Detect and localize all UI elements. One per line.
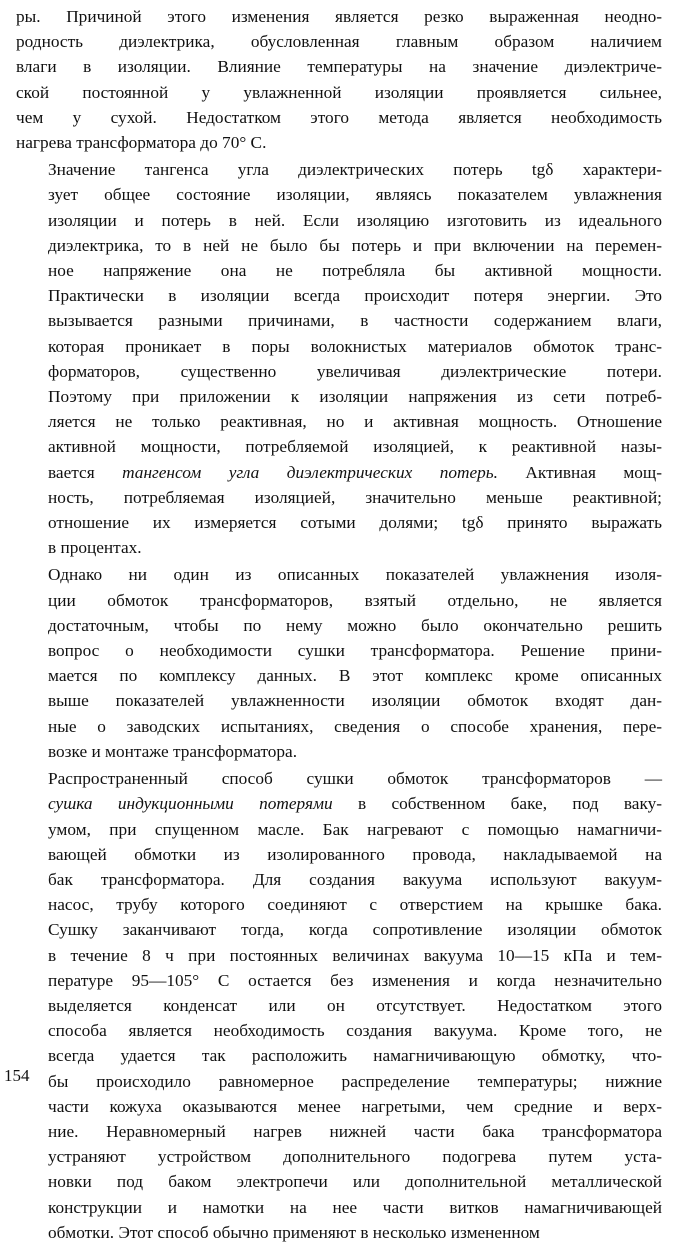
text-line: ние. Неравномерный нагрев нижней части бака трансформатора [48, 1121, 662, 1141]
text-line: нагрева трансформатора до 70° С. [16, 133, 267, 153]
italic-term: тангенсом угла диэлектрических потерь. [122, 462, 498, 482]
paragraph [16, 562, 662, 764]
text-line: диэлектрика, то в ней не было бы потерь и при включении на перемен- [48, 235, 662, 255]
text-line: ное напряжение она не потребляла бы активной мощности. [48, 261, 662, 281]
text-line: возке и монтаже трансформатора. [48, 741, 298, 761]
book-page [16, 4, 662, 1245]
text-line: отношение их измеряется сотыми долями; tgδ принято выражать [48, 513, 662, 533]
text-line: бак трансформатора. Для создания вакуума используют вакуум- [48, 869, 662, 889]
text-line: в течение 8 ч при постоянных величинах вакуума 10—15 кПа и тем- [48, 945, 662, 965]
text-line: вается тангенсом угла диэлектрических потерь. Активная мощ- [48, 462, 662, 482]
text-line: новки под баком электропечи или дополнительной металлической [48, 1172, 662, 1192]
text-line: ные о заводских испытаниях, сведения о способе хранения, пере- [48, 716, 662, 736]
text-line: чем у сухой. Недостатком этого метода является необходимость [16, 107, 662, 127]
text-line: Значение тангенса угла диэлектрических потерь tgδ характери- [48, 160, 662, 180]
paragraph [16, 157, 662, 560]
text-line: ции обмоток трансформаторов, взятый отдельно, не является [48, 590, 662, 610]
paragraph [16, 4, 662, 155]
text-line: насос, трубу которого соединяют с отверстием на крышке бака. [48, 895, 662, 915]
text-line: ры. Причиной этого изменения является резко выраженная неодно- [16, 7, 662, 26]
text-line: активной мощности, потребляемой изоляцией, к реактивной назы- [48, 437, 662, 457]
text-line: сушка индукционными потерями в собственном баке, под ваку- [48, 794, 663, 814]
text-line: вызывается разными причинами, в частности содержанием влаги, [48, 311, 662, 331]
text-line: ляется не только реактивная, но и активная мощность. Отношение [48, 412, 662, 432]
paragraph [16, 766, 662, 1245]
text-line: влаги в изоляции. Влияние температуры на значение диэлектриче- [16, 57, 662, 77]
text-line: Сушку заканчивают тогда, когда сопротивление изоляции обмоток [48, 920, 662, 940]
text-line: ность, потребляемая изоляцией, значительно меньше реактивной; [48, 487, 662, 507]
text-line: мается по комплексу данных. В этот комплекс кроме описанных [48, 666, 662, 686]
text-line: ской постоянной у увлажненной изоляции проявляется сильнее, [16, 82, 662, 102]
page-number: 154 [4, 1066, 30, 1085]
text-line: вопрос о необходимости сушки трансформатора. Решение прини- [48, 641, 662, 661]
text-line: устраняют устройством дополнительного подогрева путем уста- [48, 1147, 662, 1167]
text-line: форматоров, существенно увеличивая диэлектрические потери. [48, 361, 662, 381]
text-line: Однако ни один из описанных показателей увлажнения изоля- [48, 565, 662, 585]
text-line: бы происходило равномерное распределение температуры; нижние [48, 1071, 662, 1091]
text-line: родность диэлектрика, обусловленная главным образом наличием [16, 32, 662, 52]
italic-term: сушка индукционными потерями [48, 794, 333, 814]
text-line: Поэтому при приложении к изоляции напряжения из сети потреб- [48, 387, 662, 407]
text-line: в процентах. [48, 538, 142, 558]
text-line: части кожуха оказываются менее нагретыми, чем средние и верх- [48, 1096, 662, 1116]
text-line: зует общее состояние изоляции, являясь показателем увлажнения [48, 185, 662, 205]
text-line: достаточным, чтобы по нему можно было окончательно решить [48, 615, 662, 635]
text-line: всегда удается так расположить намагничивающую обмотку, что- [48, 1046, 662, 1066]
text-line: вающей обмотки из изолированного провода, накладываемой на [48, 844, 662, 864]
text-line: обмотки. Этот способ обычно применяют в несколько измененном [48, 1222, 540, 1242]
text-line: изоляции и потерь в ней. Если изоляцию изготовить из идеального [48, 210, 662, 230]
text-line: Распространенный способ сушки обмоток трансформаторов — [48, 769, 662, 789]
text-line: выделяется конденсат или он отсутствует. Недостатком этого [48, 995, 662, 1015]
text-line: которая проникает в поры волокнистых материалов обмоток транс- [48, 336, 662, 356]
body-text [16, 4, 662, 1245]
text-line: способа является необходимость создания вакуума. Кроме того, не [48, 1021, 662, 1041]
text-line: конструкции и намотки на нее части витков намагничивающей [48, 1197, 662, 1217]
text-line: Практически в изоляции всегда происходит потеря энергии. Это [48, 286, 662, 306]
text-line: выше показателей увлажненности изоляции обмоток входят дан- [48, 691, 662, 711]
text-line: умом, при спущенном масле. Бак нагревают с помощью намагничи- [48, 819, 662, 839]
text-line: пературе 95—105° С остается без изменения и когда незначительно [48, 970, 662, 990]
